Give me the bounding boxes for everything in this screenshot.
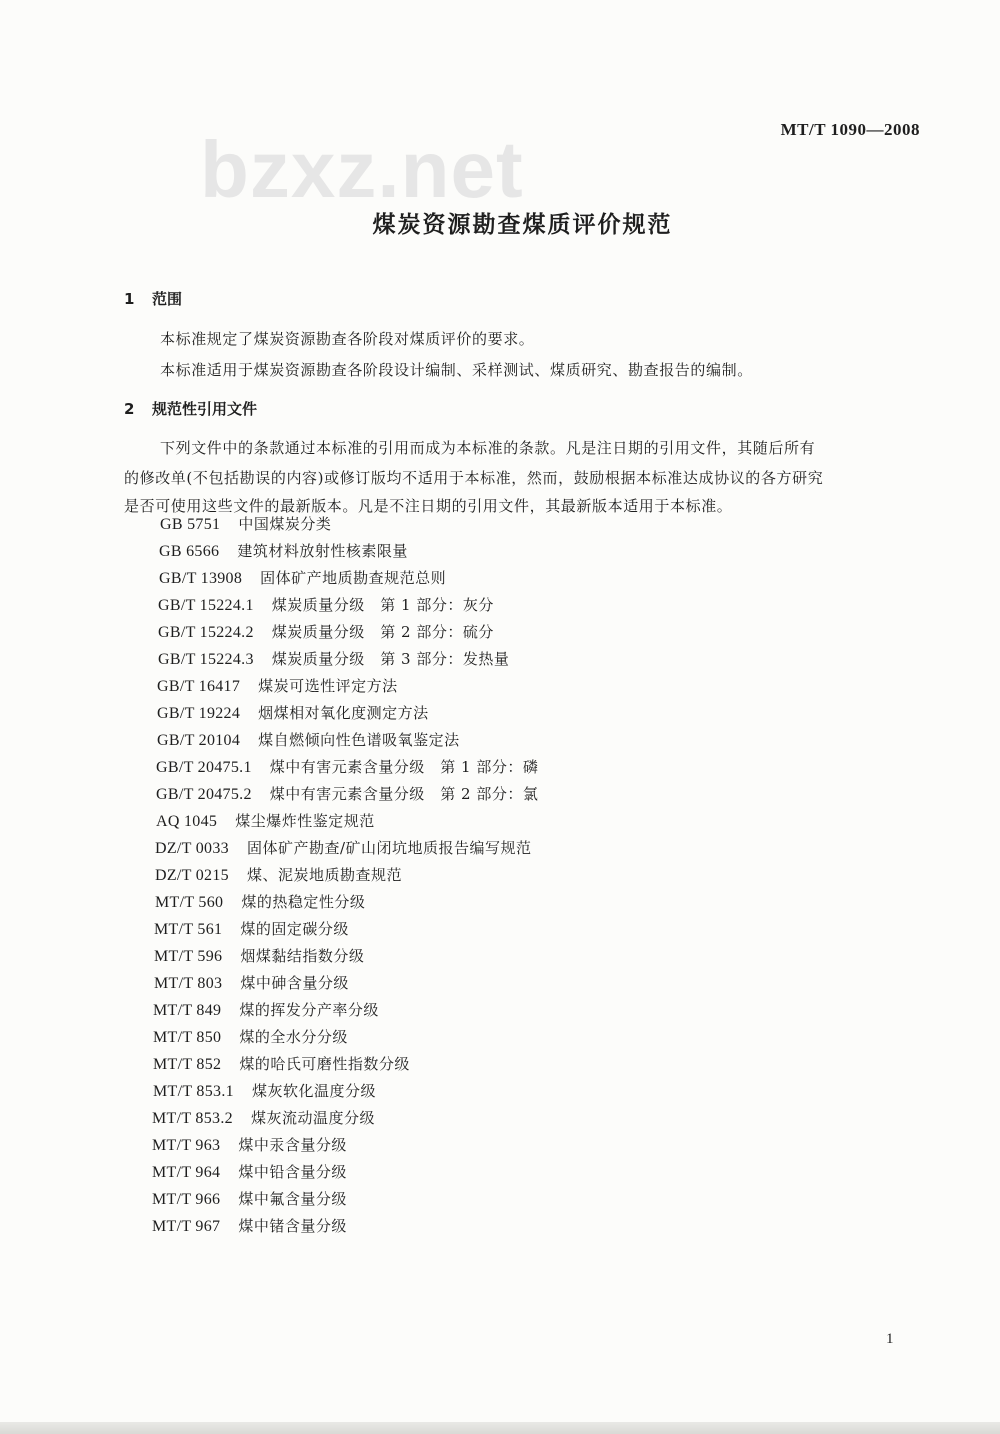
reference-code: DZ/T 0215 bbox=[155, 867, 229, 884]
reference-code: MT/T 560 bbox=[155, 894, 224, 911]
reference-code: MT/T 964 bbox=[152, 1164, 221, 1181]
reference-title: 煤中有害元素含量分级 第 1 部分：磷 bbox=[269, 758, 539, 776]
reference-item bbox=[153, 999, 379, 1020]
section-2-heading bbox=[124, 398, 257, 419]
reference-item bbox=[152, 1188, 347, 1209]
reference-title: 煤的热稳定性分级 bbox=[241, 893, 366, 911]
reference-item bbox=[158, 648, 509, 669]
section-title: 范围 bbox=[152, 290, 183, 308]
reference-title: 煤的哈氏可磨性指数分级 bbox=[239, 1055, 410, 1073]
reference-item bbox=[158, 621, 494, 642]
reference-title: 煤自燃倾向性色谱吸氧鉴定法 bbox=[258, 731, 460, 749]
reference-code: MT/T 803 bbox=[154, 975, 223, 992]
reference-code: MT/T 850 bbox=[153, 1029, 222, 1046]
reference-item bbox=[153, 1026, 348, 1047]
reference-item bbox=[152, 1107, 375, 1128]
section-1-heading bbox=[124, 288, 182, 309]
standard-number: MT/T 1090—2008 bbox=[780, 120, 920, 139]
reference-item bbox=[154, 972, 349, 993]
reference-title: 烟煤相对氧化度测定方法 bbox=[258, 704, 429, 722]
reference-title: 煤的挥发分产率分级 bbox=[239, 1001, 379, 1019]
reference-item bbox=[155, 864, 402, 885]
reference-item bbox=[156, 810, 375, 831]
reference-item bbox=[157, 702, 429, 723]
reference-item bbox=[159, 567, 446, 588]
page-number: 1 bbox=[886, 1331, 894, 1347]
scope-paragraph-1: 本标准规定了煤炭资源勘查各阶段对煤质评价的要求。 bbox=[160, 330, 535, 348]
scope-paragraph-2: 本标准适用于煤炭资源勘查各阶段设计编制、采样测试、煤质研究、勘查报告的编制。 bbox=[160, 361, 753, 379]
watermark: bzxz.net bbox=[200, 125, 524, 214]
reference-code: MT/T 853.1 bbox=[153, 1083, 234, 1100]
reference-item bbox=[154, 945, 364, 966]
reference-title: 烟煤黏结指数分级 bbox=[240, 947, 365, 965]
reference-item bbox=[152, 1134, 347, 1155]
page-bottom-edge bbox=[0, 1422, 1000, 1434]
reference-item bbox=[160, 513, 331, 534]
reference-title: 固体矿产地质勘查规范总则 bbox=[260, 569, 447, 587]
reference-code: GB 6566 bbox=[159, 543, 220, 560]
reference-item bbox=[157, 729, 460, 750]
reference-item bbox=[153, 1080, 376, 1101]
section-title: 规范性引用文件 bbox=[152, 400, 258, 418]
normative-intro-line-3: 是否可使用这些文件的最新版本。凡是不注日期的引用文件，其最新版本适用于本标准。 bbox=[124, 497, 733, 515]
reference-code: MT/T 966 bbox=[152, 1191, 221, 1208]
reference-code: GB/T 20104 bbox=[157, 732, 241, 749]
reference-item bbox=[159, 540, 408, 561]
reference-title: 煤炭质量分级 第 3 部分：发热量 bbox=[271, 650, 510, 668]
reference-item bbox=[153, 1053, 410, 1074]
reference-title: 煤中有害元素含量分级 第 2 部分：氯 bbox=[269, 785, 539, 803]
reference-title: 煤炭质量分级 第 1 部分：灰分 bbox=[271, 596, 494, 614]
reference-code: MT/T 853.2 bbox=[152, 1110, 233, 1127]
reference-code: GB/T 15224.3 bbox=[158, 651, 254, 668]
reference-title: 煤尘爆炸性鉴定规范 bbox=[235, 812, 375, 830]
reference-code: GB 5751 bbox=[160, 516, 221, 533]
reference-code: MT/T 963 bbox=[152, 1137, 221, 1154]
reference-code: MT/T 849 bbox=[153, 1002, 222, 1019]
reference-code: MT/T 967 bbox=[152, 1218, 221, 1235]
reference-item bbox=[156, 756, 538, 777]
reference-title: 煤炭可选性评定方法 bbox=[258, 677, 398, 695]
reference-title: 煤灰流动温度分级 bbox=[250, 1109, 375, 1127]
reference-code: GB/T 16417 bbox=[157, 678, 241, 695]
reference-code: MT/T 852 bbox=[153, 1056, 222, 1073]
reference-item bbox=[155, 891, 365, 912]
reference-title: 煤中锗含量分级 bbox=[238, 1217, 347, 1235]
reference-item bbox=[152, 1161, 347, 1182]
reference-title: 煤的固定碳分级 bbox=[240, 920, 349, 938]
reference-title: 煤、泥炭地质勘查规范 bbox=[246, 866, 402, 884]
reference-code: MT/T 596 bbox=[154, 948, 223, 965]
section-number: 1 bbox=[124, 290, 135, 308]
reference-code: GB/T 20475.2 bbox=[156, 786, 252, 803]
reference-title: 中国煤炭分类 bbox=[238, 515, 332, 533]
document-title: 煤炭资源勘查煤质评价规范 bbox=[372, 212, 673, 238]
reference-code: MT/T 561 bbox=[154, 921, 223, 938]
reference-item bbox=[154, 918, 349, 939]
reference-code: GB/T 13908 bbox=[159, 570, 243, 587]
reference-title: 建筑材料放射性核素限量 bbox=[237, 542, 408, 560]
reference-code: GB/T 19224 bbox=[157, 705, 241, 722]
reference-item bbox=[156, 783, 538, 804]
reference-code: GB/T 15224.2 bbox=[158, 624, 254, 641]
reference-code: DZ/T 0033 bbox=[155, 840, 229, 857]
reference-code: GB/T 20475.1 bbox=[156, 759, 252, 776]
reference-item bbox=[157, 675, 398, 696]
section-number: 2 bbox=[124, 400, 135, 418]
reference-title: 煤中汞含量分级 bbox=[238, 1136, 347, 1154]
reference-title: 煤中氟含量分级 bbox=[238, 1190, 347, 1208]
reference-item bbox=[152, 1215, 347, 1236]
normative-intro-line-2: 的修改单(不包括勘误的内容)或修订版均不适用于本标准，然而，鼓励根据本标准达成协议的各方研究 bbox=[124, 469, 824, 487]
reference-item bbox=[155, 837, 532, 858]
reference-code: AQ 1045 bbox=[156, 813, 218, 830]
reference-title: 煤中砷含量分级 bbox=[240, 974, 349, 992]
reference-title: 煤炭质量分级 第 2 部分：硫分 bbox=[271, 623, 494, 641]
reference-title: 煤的全水分分级 bbox=[239, 1028, 348, 1046]
normative-intro-line-1: 下列文件中的条款通过本标准的引用而成为本标准的条款。凡是注日期的引用文件，其随后所有 bbox=[160, 439, 816, 457]
reference-title: 煤中铅含量分级 bbox=[238, 1163, 347, 1181]
reference-code: GB/T 15224.1 bbox=[158, 597, 254, 614]
reference-title: 煤灰软化温度分级 bbox=[251, 1082, 376, 1100]
reference-item bbox=[158, 594, 494, 615]
reference-title: 固体矿产勘查/矿山闭坑地质报告编写规范 bbox=[246, 839, 532, 857]
